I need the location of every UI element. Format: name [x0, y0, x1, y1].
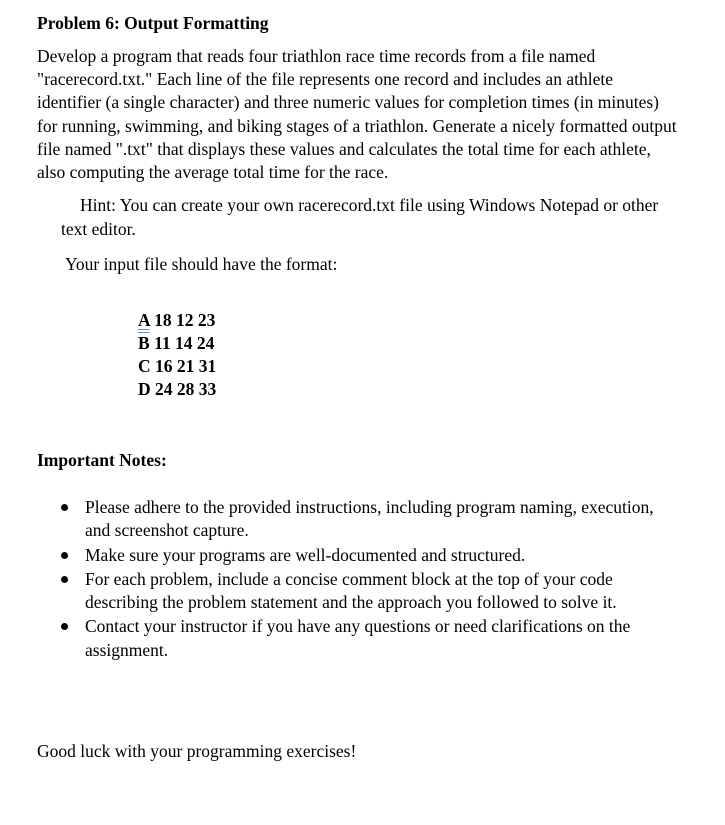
- record-values: 16 21 31: [155, 356, 217, 376]
- note-text: Make sure your programs are well-documented and structured.: [85, 544, 526, 565]
- record-values: 11 14 24: [154, 333, 215, 353]
- note-item: [37, 544, 677, 567]
- bullet-icon: [61, 623, 68, 630]
- note-item: [37, 615, 677, 662]
- record-line: [138, 378, 216, 401]
- note-text: For each problem, include a concise comment block at the top of your code describing the problem statement and the approach you followed to solve it.: [85, 568, 617, 613]
- hint-text: Hint: You can create your own racerecord.txt file using Windows Notepad or other text editor.: [61, 195, 659, 239]
- note-text: Contact your instructor if you have any questions or need clarifications on the assignment.: [85, 616, 631, 660]
- note-text: Please adhere to the provided instructions, including program naming, execution, and screenshot capture.: [85, 497, 654, 541]
- notes-title: Important Notes:: [37, 450, 167, 470]
- record-id: A: [138, 310, 150, 330]
- notes-list: [37, 496, 677, 663]
- problem-description: Develop a program that reads four triathlon race time records from a file named "racerecord.txt." Each line of the file represents one record and includes an athlete identifier (a single character) and three numeric values for completion times (in minutes) for running, swimming, and biking stages of a triathlon. Generate a nicely formatted output file named ".txt" that displays these values and calculates the total time for each athlete, also computing the average total time for the race.: [37, 46, 677, 183]
- record-line: [138, 355, 216, 378]
- problem-title: Problem 6: Output Formatting: [37, 13, 269, 33]
- record-values: 24 28 33: [155, 379, 217, 399]
- record-line: [138, 332, 216, 355]
- record-id: B: [138, 333, 150, 353]
- record-line: [138, 309, 216, 332]
- closing-line: Good luck with your programming exercises!: [37, 741, 357, 761]
- note-item: [37, 496, 677, 543]
- record-values: 18 12 23: [154, 310, 216, 330]
- format-intro: Your input file should have the format:: [65, 254, 338, 274]
- bullet-icon: [61, 504, 68, 511]
- record-id: D: [138, 379, 151, 399]
- record-id: C: [138, 356, 151, 376]
- note-item: [37, 568, 677, 615]
- bullet-icon: [61, 576, 68, 583]
- bullet-icon: [61, 552, 68, 559]
- input-records: [138, 309, 216, 401]
